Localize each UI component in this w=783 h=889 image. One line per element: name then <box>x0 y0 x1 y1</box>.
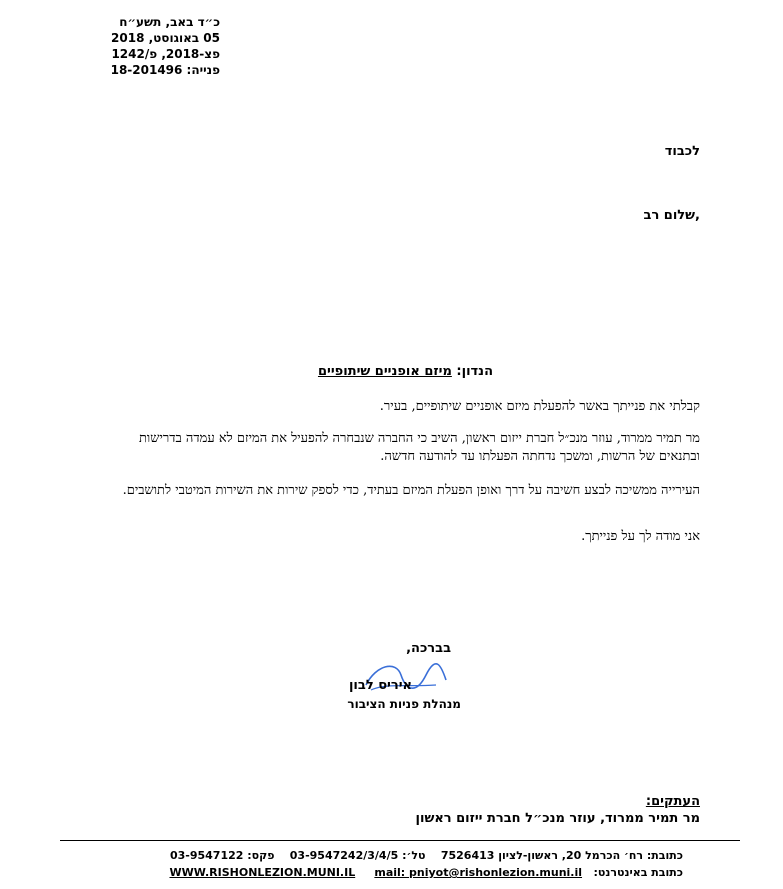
closing: בברכה, <box>406 641 451 656</box>
cc-title: העתקים: <box>645 794 700 809</box>
body-paragraph-3: העירייה ממשיכה לבצע חשיבה על דרך ואופן הפעלת המיזם בעתיד, כדי לספק שירות את השירות המיטבי לתושבים. <box>122 483 700 498</box>
footer-web-label: כתובת באינטרנט: <box>593 866 683 879</box>
subject-text: מיזם אופניים שיתופיים <box>317 364 452 379</box>
footer-phone: טל׳: 03-9547242/3/4/5 <box>289 849 426 862</box>
reference-number: פצ-2018, פ/1242 <box>111 47 220 61</box>
body-paragraph-4: אני מודה לך על פנייתך. <box>581 529 700 544</box>
footer-contact <box>170 849 683 862</box>
handwritten-signature <box>356 645 451 705</box>
website-link[interactable]: WWW.RISHONLEZION.MUNI.IL <box>169 866 356 879</box>
footer-address: כתובת: רח׳ הכרמל 20, ראשון-לציון 7526413 <box>440 849 683 862</box>
footer-divider <box>60 840 740 841</box>
body-paragraph-2: מר תמיר ממרוד, עוזר מנכ״ל חברת ייזום ראשון, השיב כי החברה שנבחרה להפעיל את המיזם לא עמדה בדרישות ובתנאים של הרשות, ומשכך נדחתה הפעלתו עד להודעה חדשה. <box>139 431 700 464</box>
footer-fax: פקס: 03-9547122 <box>169 849 275 862</box>
body-paragraph-1: קבלתי את פנייתך באשר להפעלת מיזם אופניים שיתופיים, בעיר. <box>379 399 700 414</box>
inquiry-number: פנייה: 18-201496 <box>110 63 220 77</box>
subject-label: הנדון: <box>456 364 493 379</box>
footer-web <box>169 866 683 879</box>
gregorian-date: 05 באוגוסט, 2018 <box>111 31 220 45</box>
greeting: שלום רב, <box>643 208 700 223</box>
subject-line <box>318 364 493 379</box>
signer-name: איריס לבון <box>348 678 412 693</box>
addressee: לכבוד <box>664 144 700 159</box>
hebrew-date: כ״ד באב, תשע״ח <box>119 15 220 29</box>
email-link[interactable]: mail: pniyot@rishonlezion.muni.il <box>374 866 583 879</box>
letter-meta <box>100 14 220 78</box>
signer-role: מנהלת פניות הציבור <box>347 697 461 711</box>
cc-item: מר תמיר ממרוד, עוזר מנכ״ל חברת ייזום ראשון <box>415 811 700 826</box>
